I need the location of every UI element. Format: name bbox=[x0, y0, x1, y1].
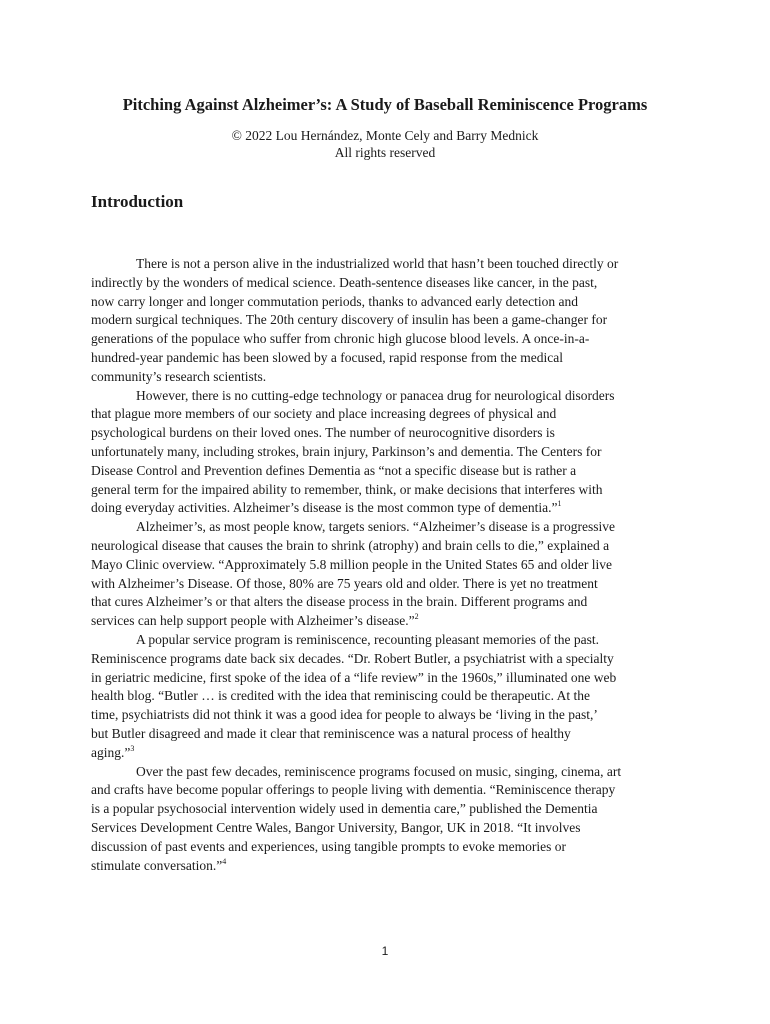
body-line-text: now carry longer and longer commutation periods, thanks to advanced early detection and bbox=[91, 293, 578, 309]
body-line bbox=[91, 462, 681, 481]
body-line-text: that cures Alzheimer’s or that alters the disease process in the brain. Different programs and bbox=[91, 594, 588, 610]
body-line-text: health blog. “Butler … is credited with the idea that reminiscing could be therapeutic. At the bbox=[91, 688, 590, 704]
footnote-ref: 3 bbox=[130, 743, 135, 753]
body-line-text: services can help support people with Alzheimer’s disease.” bbox=[91, 613, 415, 629]
body-line-text: However, there is no cutting-edge technology or panacea drug for neurological disorders bbox=[136, 387, 615, 403]
body-line bbox=[91, 781, 681, 800]
body-line-text: but Butler disagreed and made it clear that reminiscence was a natural process of healthy bbox=[91, 725, 571, 741]
body-line-text: Mayo Clinic overview. “Approximately 5.8 million people in the United States 65 and older live bbox=[91, 556, 613, 572]
body-line bbox=[91, 631, 681, 650]
body-line bbox=[91, 838, 681, 857]
body-line-text: hundred-year pandemic has been slowed by a focused, rapid response from the medical bbox=[91, 349, 563, 365]
body-line-text: doing everyday activities. Alzheimer’s disease is the most common type of dementia.” bbox=[91, 500, 558, 516]
body-line bbox=[91, 443, 681, 462]
body-line bbox=[91, 537, 681, 556]
body-line bbox=[91, 405, 681, 424]
body-line bbox=[91, 518, 681, 537]
body-line-text: There is not a person alive in the industrialized world that hasn’t been touched directly or bbox=[136, 256, 619, 271]
body-line-text: discussion of past events and experiences, using tangible prompts to evoke memories or bbox=[91, 838, 567, 854]
body-line-text: with Alzheimer’s Disease. Of those, 80% are 75 years old and older. There is yet no treatment bbox=[91, 575, 598, 591]
body-line-text: A popular service program is reminiscence, recounting pleasant memories of the past. bbox=[136, 631, 599, 647]
body-line bbox=[91, 744, 681, 763]
body-line-text: unfortunately many, including strokes, brain injury, Parkinson’s and dementia. The Centers for bbox=[91, 443, 602, 459]
body-line-text: Over the past few decades, reminiscence programs focused on music, singing, cinema, art bbox=[136, 763, 622, 779]
body-line bbox=[91, 725, 681, 744]
body-line-text: is a popular psychosocial intervention widely used in dementia care,” published the Dementia bbox=[91, 801, 598, 817]
body-line bbox=[91, 556, 681, 575]
body-line-text: generations of the populace who suffer from chronic high glucose blood levels. A once-in-a- bbox=[91, 331, 590, 347]
body-line bbox=[91, 424, 681, 443]
body-line-text: and crafts have become popular offerings to people living with dementia. “Reminiscence therapy bbox=[91, 782, 616, 798]
body-line bbox=[91, 800, 681, 819]
body-line bbox=[91, 481, 681, 500]
body-line-text: Reminiscence programs date back six decades. “Dr. Robert Butler, a psychiatrist with a specialty bbox=[91, 650, 614, 666]
body-line-text: stimulate conversation.” bbox=[91, 857, 223, 873]
body-line bbox=[91, 612, 681, 631]
body-line bbox=[91, 763, 681, 782]
body-line-text: neurological disease that causes the brain to shrink (atrophy) and brain cells to die,” explained a bbox=[91, 537, 610, 553]
body-line-text: in geriatric medicine, first spoke of the idea of a “life review” in the 1960s,” illuminated one web bbox=[91, 669, 617, 685]
body-line bbox=[91, 687, 681, 706]
body-line-text: Disease Control and Prevention defines Dementia as “not a specific disease but is rather a bbox=[91, 462, 577, 478]
document-title: Pitching Against Alzheimer’s: A Study of Baseball Reminiscence Programs bbox=[122, 95, 648, 114]
body-line-text: general term for the impaired ability to remember, think, or make decisions that interferes with bbox=[91, 481, 603, 497]
body-line bbox=[91, 255, 681, 274]
body-line-text: time, psychiatrists did not think it was a good idea for people to always be ‘living in the past,’ bbox=[91, 707, 598, 723]
footnote-ref: 4 bbox=[222, 856, 227, 866]
body-line bbox=[91, 857, 681, 876]
body-line-text: Services Development Centre Wales, Bangor University, Bangor, UK in 2018. “It involves bbox=[91, 819, 581, 835]
body-line-text: aging.” bbox=[91, 744, 131, 760]
body-line-text: that plague more members of our society and place increasing degrees of physical and bbox=[91, 406, 557, 422]
footnote-ref: 1 bbox=[557, 499, 562, 509]
body-line bbox=[91, 669, 681, 688]
body-text bbox=[91, 255, 681, 875]
body-line bbox=[91, 368, 681, 387]
body-line bbox=[91, 330, 681, 349]
body-line bbox=[91, 349, 681, 368]
body-line bbox=[91, 575, 681, 594]
body-line bbox=[91, 274, 681, 293]
body-line bbox=[91, 499, 681, 518]
body-line bbox=[91, 311, 681, 330]
body-line-text: Alzheimer’s, as most people know, targets seniors. “Alzheimer’s disease is a progressive bbox=[136, 519, 616, 535]
body-line-text: community’s research scientists. bbox=[91, 368, 267, 384]
body-line bbox=[91, 819, 681, 838]
body-line bbox=[91, 650, 681, 669]
body-line bbox=[91, 706, 681, 725]
body-line-text: psychological burdens on their loved ones. The number of neurocognitive disorders is bbox=[91, 425, 555, 441]
byline bbox=[60, 127, 710, 161]
body-line bbox=[91, 293, 681, 312]
body-line-text: modern surgical techniques. The 20th century discovery of insulin has been a game-changer for bbox=[91, 312, 608, 328]
body-line bbox=[91, 593, 681, 612]
body-line-text: indirectly by the wonders of medical science. Death-sentence diseases like cancer, in the past, bbox=[91, 274, 598, 290]
rights-line: All rights reserved bbox=[334, 145, 436, 160]
copyright-line: © 2022 Lou Hernández, Monte Cely and Barry Mednick bbox=[231, 128, 539, 143]
page-number: 1 bbox=[381, 944, 389, 958]
section-heading: Introduction bbox=[91, 192, 184, 211]
footnote-ref: 2 bbox=[414, 612, 419, 622]
body-line bbox=[91, 387, 681, 406]
